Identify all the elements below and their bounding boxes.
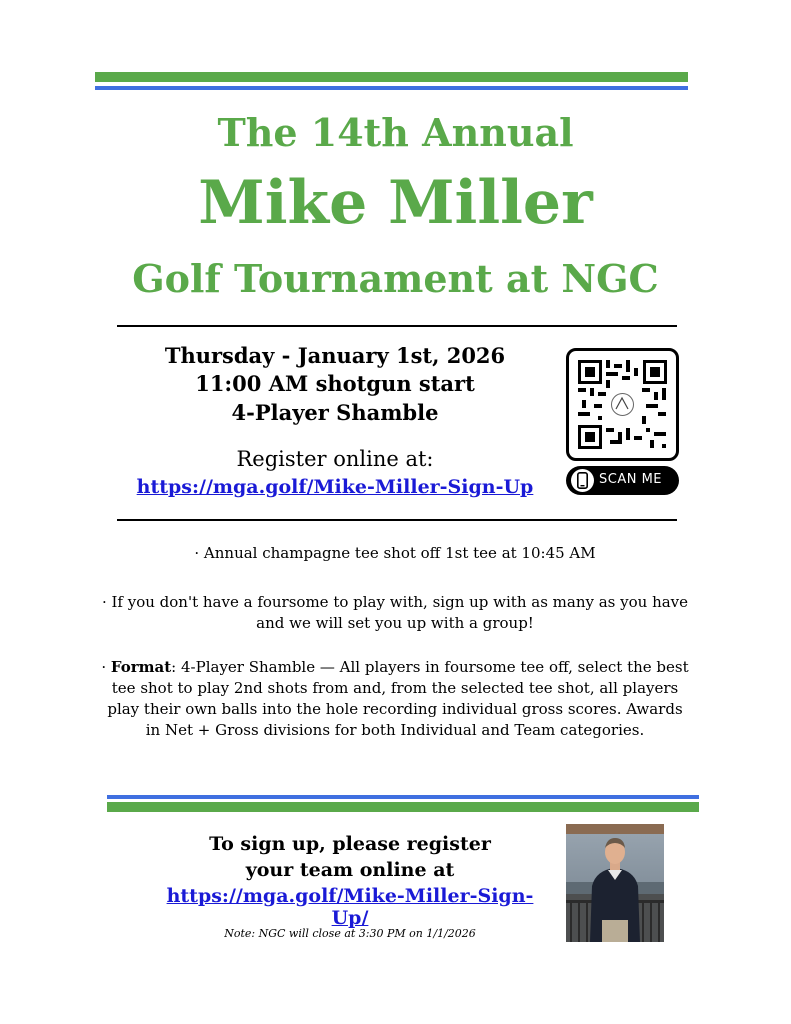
bottom-blue-bar bbox=[107, 795, 699, 799]
register-label: Register online at: bbox=[236, 447, 434, 471]
title-name: Mike Miller bbox=[198, 168, 593, 238]
bullet-foursome: · If you don't have a foursome to play with, sign up with as many as you have and we will set you up with a group! bbox=[101, 593, 689, 632]
top-green-bar bbox=[95, 72, 688, 82]
bullet-champagne: · Annual champagne tee shot off 1st tee at 10:45 AM bbox=[194, 544, 596, 562]
bullet-format-label: Format bbox=[110, 658, 172, 676]
qr-code-pattern bbox=[578, 360, 667, 449]
closing-note: Note: NGC will close at 3:30 PM on 1/1/2026 bbox=[224, 927, 476, 940]
event-format: 4-Player Shamble bbox=[231, 400, 439, 425]
top-blue-bar bbox=[95, 86, 688, 90]
title-annual: The 14th Annual bbox=[217, 110, 574, 155]
portrait-photo bbox=[566, 824, 664, 942]
phone-icon bbox=[571, 469, 594, 492]
bullet-format-text: : 4-Player Shamble — All players in foursome tee off, select the best tee shot to play 2nd shots from and, from the selected tee shot, all players play their own balls into the hole recording individual gross scores. Awards in Net + Gross divisions for both Individual and Team categories. bbox=[107, 658, 689, 739]
signup-line-2: your team online at bbox=[245, 859, 455, 881]
title-tournament: Golf Tournament at NGC bbox=[132, 256, 659, 301]
bullet-format-prefix: · bbox=[101, 658, 111, 676]
event-date: Thursday - January 1st, 2026 bbox=[164, 343, 506, 368]
register-link[interactable]: https://mga.golf/Mike-Miller-Sign-Up bbox=[136, 476, 534, 498]
event-start: 11:00 AM shotgun start bbox=[195, 371, 475, 396]
scan-me-badge bbox=[566, 466, 679, 495]
divider-bottom bbox=[117, 519, 677, 521]
bullet-format bbox=[100, 657, 690, 741]
divider-top bbox=[117, 325, 677, 327]
signup-line-1: To sign up, please register bbox=[209, 833, 491, 855]
signup-link[interactable]: https://mga.golf/Mike-Miller-Sign-Up/ bbox=[166, 885, 534, 929]
qr-code[interactable] bbox=[566, 348, 679, 461]
scan-me-label: SCAN ME bbox=[599, 472, 663, 487]
bottom-green-bar bbox=[107, 802, 699, 812]
